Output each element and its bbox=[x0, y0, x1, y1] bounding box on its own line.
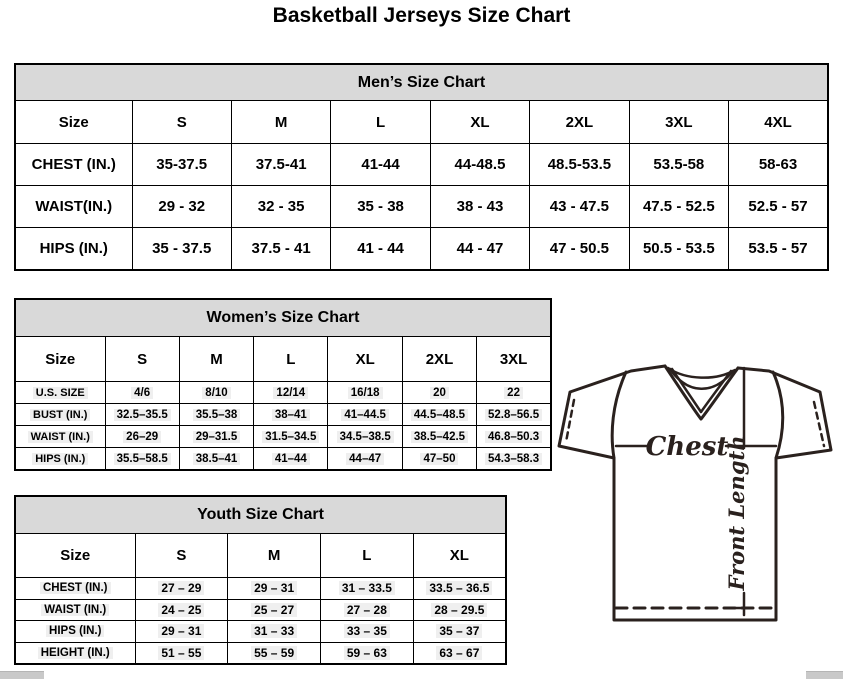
cell: 47–50 bbox=[402, 448, 476, 471]
cell: 35 - 37.5 bbox=[132, 228, 231, 271]
table-row bbox=[15, 144, 828, 186]
cell: 31 – 33 bbox=[228, 621, 321, 643]
cell: 52.5 - 57 bbox=[729, 186, 828, 228]
cell: 33 – 35 bbox=[321, 621, 414, 643]
jersey-outline-drawing bbox=[556, 358, 840, 628]
row-label: WAIST(IN.) bbox=[15, 186, 132, 228]
column-header: 4XL bbox=[729, 101, 828, 144]
cell: 29 – 31 bbox=[228, 578, 321, 600]
horizontal-scrollbar-fragment-right[interactable] bbox=[806, 671, 843, 679]
cell: 24 – 25 bbox=[135, 599, 228, 621]
row-label: HIPS (IN.) bbox=[15, 448, 105, 471]
column-header: Size bbox=[15, 337, 105, 382]
row-label: CHEST (IN.) bbox=[15, 144, 132, 186]
cell: 12/14 bbox=[254, 382, 328, 404]
cell: 44–47 bbox=[328, 448, 402, 471]
cell: 59 – 63 bbox=[321, 642, 414, 664]
cell: 41-44 bbox=[331, 144, 430, 186]
cell: 16/18 bbox=[328, 382, 402, 404]
page-title: Basketball Jerseys Size Chart bbox=[272, 4, 571, 27]
cell: 31 – 33.5 bbox=[321, 578, 414, 600]
column-header-row bbox=[15, 534, 506, 578]
cell: 38–41 bbox=[254, 404, 328, 426]
column-header: 2XL bbox=[402, 337, 476, 382]
table-title: Men’s Size Chart bbox=[15, 64, 828, 101]
front-length-label: Front Length bbox=[724, 435, 749, 591]
cell: 29–31.5 bbox=[179, 426, 253, 448]
cell: 27 – 29 bbox=[135, 578, 228, 600]
cell: 37.5 - 41 bbox=[231, 228, 330, 271]
cell: 25 – 27 bbox=[228, 599, 321, 621]
cell: 35.5–58.5 bbox=[105, 448, 179, 471]
cell: 50.5 - 53.5 bbox=[629, 228, 728, 271]
column-header: 2XL bbox=[530, 101, 629, 144]
cell: 47 - 50.5 bbox=[530, 228, 629, 271]
column-header: XL bbox=[430, 101, 529, 144]
cell: 35.5–38 bbox=[179, 404, 253, 426]
table-row bbox=[15, 426, 551, 448]
column-header-row bbox=[15, 337, 551, 382]
table-row bbox=[15, 642, 506, 664]
table-row bbox=[15, 382, 551, 404]
cell: 38 - 43 bbox=[430, 186, 529, 228]
cell: 26–29 bbox=[105, 426, 179, 448]
cell: 34.5–38.5 bbox=[328, 426, 402, 448]
cell: 51 – 55 bbox=[135, 642, 228, 664]
cell: 32.5–35.5 bbox=[105, 404, 179, 426]
jersey-measurement-diagram bbox=[556, 358, 840, 628]
cell: 44 - 47 bbox=[430, 228, 529, 271]
table-row bbox=[15, 448, 551, 471]
cell: 38.5–41 bbox=[179, 448, 253, 471]
table-banner-row bbox=[15, 496, 506, 534]
mens-size-table bbox=[14, 63, 829, 271]
womens-size-table bbox=[14, 298, 552, 471]
table-row bbox=[15, 228, 828, 271]
cell: 38.5–42.5 bbox=[402, 426, 476, 448]
horizontal-scrollbar-fragment-left[interactable] bbox=[0, 671, 44, 679]
chest-label: Chest bbox=[645, 432, 729, 462]
cell: 44-48.5 bbox=[430, 144, 529, 186]
row-label: WAIST (IN.) bbox=[15, 599, 135, 621]
cell: 35 – 37 bbox=[413, 621, 506, 643]
cell: 31.5–34.5 bbox=[254, 426, 328, 448]
cell: 47.5 - 52.5 bbox=[629, 186, 728, 228]
cell: 43 - 47.5 bbox=[530, 186, 629, 228]
column-header: 3XL bbox=[477, 337, 551, 382]
table-row bbox=[15, 404, 551, 426]
row-label: HIPS (IN.) bbox=[15, 621, 135, 643]
table-row bbox=[15, 578, 506, 600]
column-header: S bbox=[105, 337, 179, 382]
column-header: Size bbox=[15, 534, 135, 578]
column-header: Size bbox=[15, 101, 132, 144]
column-header: M bbox=[228, 534, 321, 578]
column-header-row bbox=[15, 101, 828, 144]
cell: 41–44 bbox=[254, 448, 328, 471]
column-header: S bbox=[135, 534, 228, 578]
cell: 58-63 bbox=[729, 144, 828, 186]
row-label: U.S. SIZE bbox=[15, 382, 105, 404]
cell: 55 – 59 bbox=[228, 642, 321, 664]
table-row bbox=[15, 599, 506, 621]
table-row bbox=[15, 186, 828, 228]
cell: 41 - 44 bbox=[331, 228, 430, 271]
cell: 53.5 - 57 bbox=[729, 228, 828, 271]
cell: 29 – 31 bbox=[135, 621, 228, 643]
row-label: HIPS (IN.) bbox=[15, 228, 132, 271]
column-header: 3XL bbox=[629, 101, 728, 144]
cell: 53.5-58 bbox=[629, 144, 728, 186]
row-label: HEIGHT (IN.) bbox=[15, 642, 135, 664]
table-banner-row bbox=[15, 64, 828, 101]
cell: 37.5-41 bbox=[231, 144, 330, 186]
cell: 52.8–56.5 bbox=[477, 404, 551, 426]
cell: 32 - 35 bbox=[231, 186, 330, 228]
youth-size-table bbox=[14, 495, 507, 665]
cell: 28 – 29.5 bbox=[413, 599, 506, 621]
column-header: XL bbox=[413, 534, 506, 578]
row-label: CHEST (IN.) bbox=[15, 578, 135, 600]
cell: 27 – 28 bbox=[321, 599, 414, 621]
column-header: S bbox=[132, 101, 231, 144]
table-banner-row bbox=[15, 299, 551, 337]
column-header: M bbox=[179, 337, 253, 382]
table-title: Women’s Size Chart bbox=[15, 299, 551, 337]
cell: 48.5-53.5 bbox=[530, 144, 629, 186]
cell: 35 - 38 bbox=[331, 186, 430, 228]
cell: 35-37.5 bbox=[132, 144, 231, 186]
cell: 63 – 67 bbox=[413, 642, 506, 664]
column-header: L bbox=[331, 101, 430, 144]
row-label: BUST (IN.) bbox=[15, 404, 105, 426]
table-row bbox=[15, 621, 506, 643]
column-header: XL bbox=[328, 337, 402, 382]
cell: 22 bbox=[477, 382, 551, 404]
cell: 46.8–50.3 bbox=[477, 426, 551, 448]
table-title: Youth Size Chart bbox=[15, 496, 506, 534]
column-header: M bbox=[231, 101, 330, 144]
cell: 54.3–58.3 bbox=[477, 448, 551, 471]
column-header: L bbox=[321, 534, 414, 578]
cell: 44.5–48.5 bbox=[402, 404, 476, 426]
row-label: WAIST (IN.) bbox=[15, 426, 105, 448]
cell: 4/6 bbox=[105, 382, 179, 404]
column-header: L bbox=[254, 337, 328, 382]
cell: 33.5 – 36.5 bbox=[413, 578, 506, 600]
cell: 8/10 bbox=[179, 382, 253, 404]
cell: 41–44.5 bbox=[328, 404, 402, 426]
cell: 29 - 32 bbox=[132, 186, 231, 228]
cell: 20 bbox=[402, 382, 476, 404]
